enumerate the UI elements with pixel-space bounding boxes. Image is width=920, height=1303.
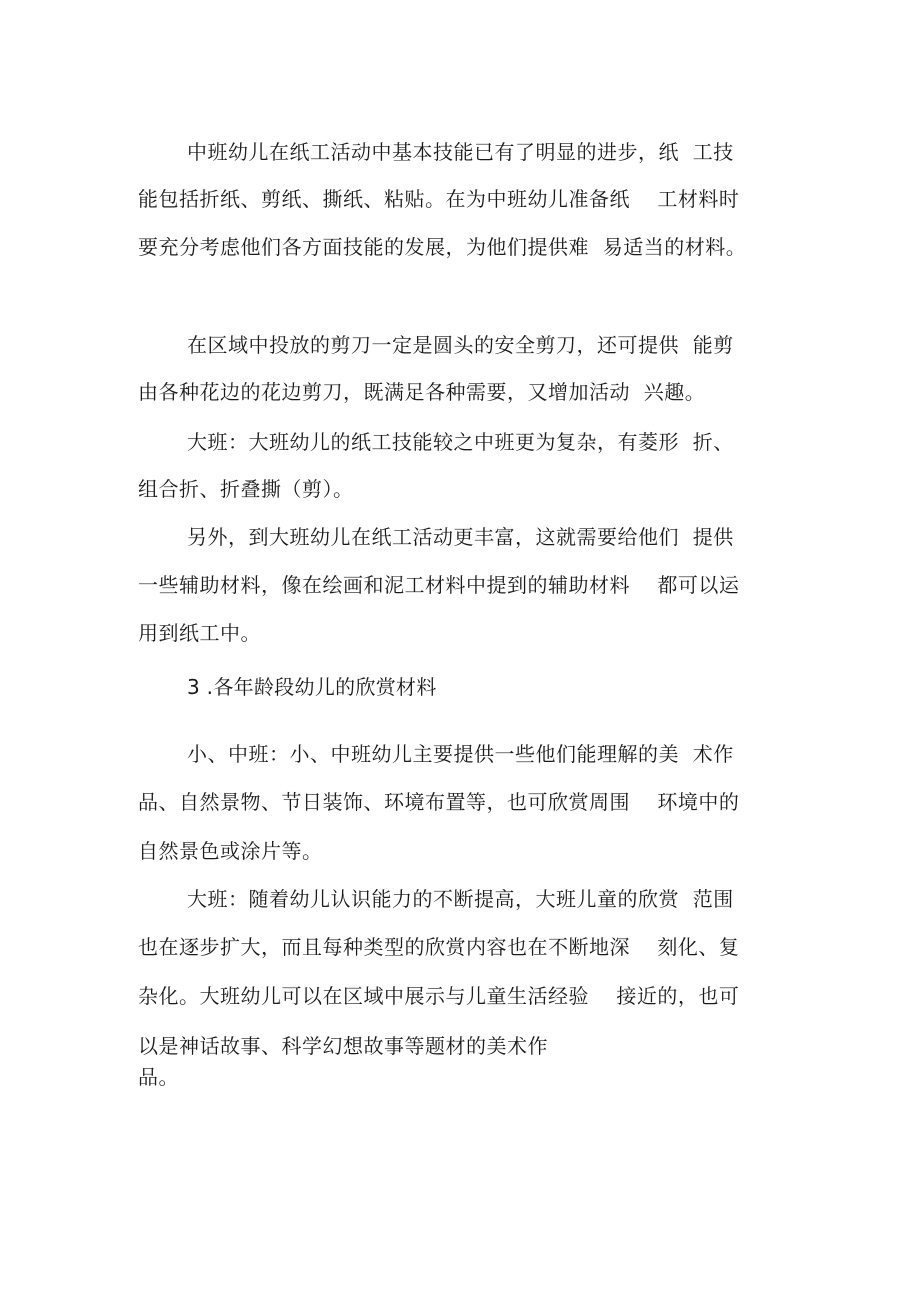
paragraph-line: 也在逐步扩大，而且每种类型的欣赏内容也在不断地深 刻化、复 (138, 935, 740, 959)
paragraph-line: 组合折、折叠撕（剪）。 (138, 477, 354, 501)
paragraph-line: 大班：随着幼儿认识能力的不断提高，大班儿童的欣赏 范围 (187, 887, 734, 911)
section-heading: 3 .各年龄段幼儿的欣赏材料 (187, 675, 437, 699)
paragraph-line: 大班：大班幼儿的纸工技能较之中班更为复杂，有菱形 折、 (187, 430, 734, 454)
paragraph-line: 以是神话故事、科学幻想故事等题材的美术作 (138, 1034, 548, 1058)
paragraph-line: 一些辅助材料，像在绘画和泥工材料中提到的辅助材料 都可以运 (138, 573, 740, 597)
paragraph-line: 在区域中投放的剪刀一定是圆头的安全剪刀，还可提供 能剪 (187, 333, 734, 357)
paragraph-line: 杂化。大班幼儿可以在区域中展示与儿童生活经验 接近的，也可 (138, 984, 740, 1008)
paragraph-line: 小、中班：小、中班幼儿主要提供一些他们能理解的美 术作 (187, 742, 734, 766)
paragraph-line: 中班幼儿在纸工活动中基本技能已有了明显的进步，纸 工技 (187, 140, 734, 164)
paragraph-line: 能包括折纸、剪纸、撕纸、粘贴。在为中班幼儿准备纸 工材料时 (138, 187, 740, 211)
paragraph-line: 自然景色或涂片等。 (138, 839, 323, 863)
paragraph-line: 要充分考虑他们各方面技能的发展，为他们提供难 易适当的材料。 (138, 235, 747, 259)
paragraph-line: 由各种花边的花边剪刀，既满足各种需要，又增加活动 兴趣。 (138, 380, 706, 404)
paragraph-line: 品。 (138, 1065, 179, 1089)
paragraph-line: 用到纸工中。 (138, 621, 261, 645)
paragraph-line: 品、自然景物、节日装饰、环境布置等，也可欣赏周围 环境中的 (138, 790, 740, 814)
paragraph-line: 另外，到大班幼儿在纸工活动更丰富，这就需要给他们 提供 (187, 525, 734, 549)
